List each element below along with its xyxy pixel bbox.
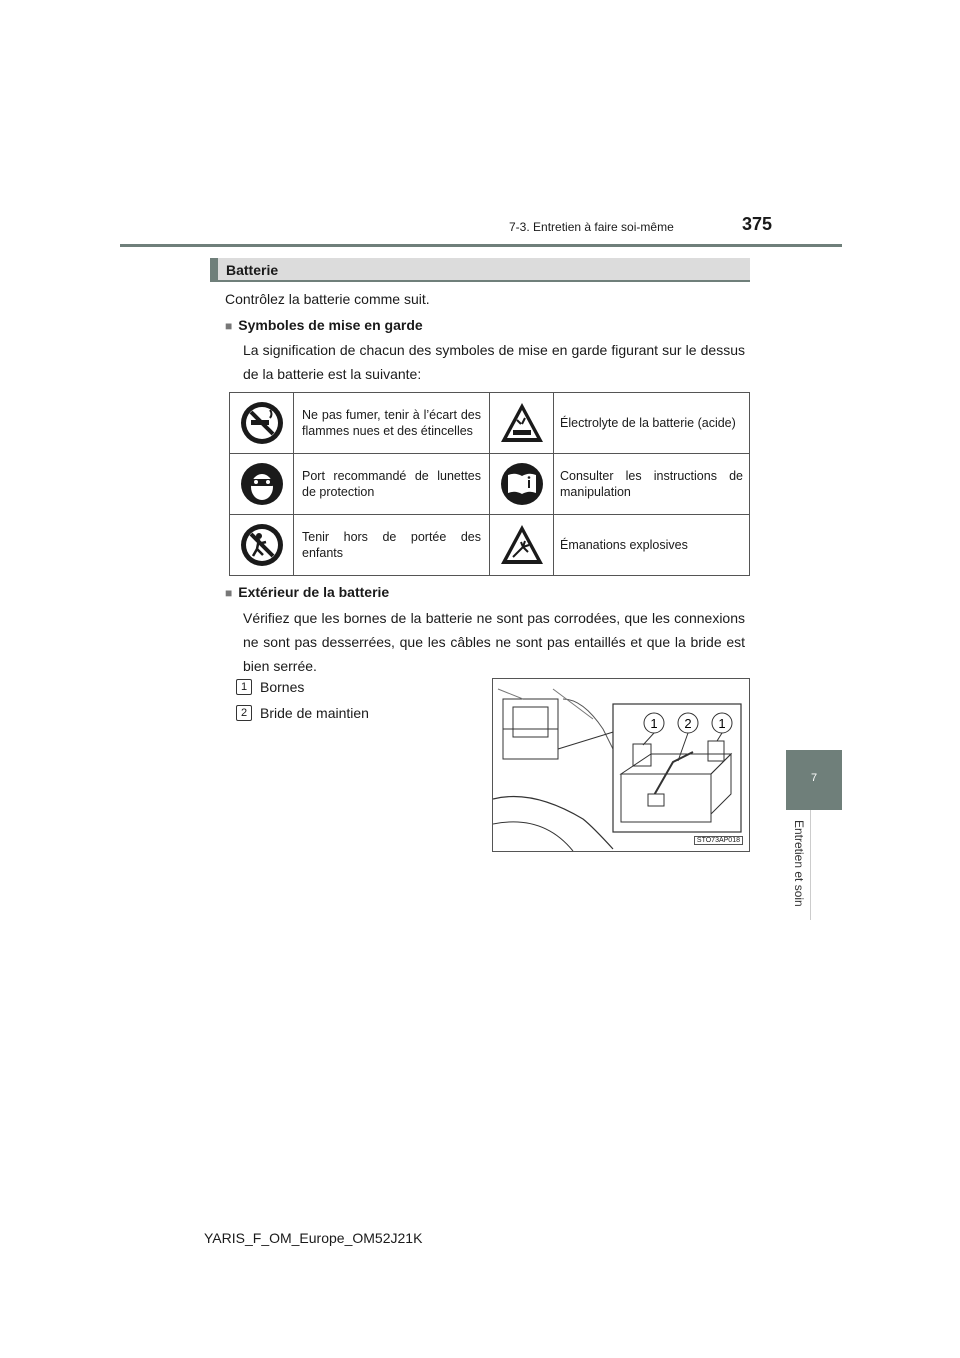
symbol-icon-cell (230, 393, 294, 454)
goggles-icon (239, 461, 285, 507)
no-children-icon (239, 522, 285, 568)
side-divider (810, 810, 811, 920)
table-row (230, 454, 750, 515)
battery-illustration (492, 678, 750, 852)
figure-marker: 1 (718, 716, 726, 731)
symbols-heading-text: Symboles de mise en garde (238, 317, 423, 333)
callout-label: Bride de maintien (260, 705, 369, 721)
symbol-text-cell: Consulter les instructions de manipulation (554, 454, 750, 515)
intro-text: Contrôlez la batterie comme suit. (225, 291, 430, 307)
callout-number: 1 (236, 679, 252, 695)
table-row (230, 393, 750, 454)
exterior-heading-text: Extérieur de la batterie (238, 584, 390, 600)
header-divider (120, 244, 842, 247)
section-title: Batterie (210, 258, 750, 282)
figure-marker: 1 (650, 716, 658, 731)
symbols-heading (225, 313, 423, 338)
warning-symbols-table (229, 392, 750, 576)
chapter-tab: 7 (786, 750, 842, 810)
symbol-icon-cell (230, 454, 294, 515)
figure-code: STO73AP018 (694, 836, 743, 845)
footer-code: YARIS_F_OM_Europe_OM52J21K (204, 1230, 423, 1246)
symbol-text-cell: Ne pas fumer, tenir à l’écart des flammes nues et des étincelles (294, 393, 490, 454)
symbol-text-cell: Électrolyte de la batterie (acide) (554, 393, 750, 454)
chapter-tab-label: Entretien et soin (792, 820, 806, 907)
no-smoking-icon (239, 400, 285, 446)
exterior-heading (225, 580, 389, 605)
exterior-text: Vérifiez que les bornes de la batterie ne sont pas corrodées, que les connexions ne sont pas desserrées, que les câbles ne sont pas entaillés et que la bride est bien serrée. (243, 610, 745, 674)
acid-warning-icon (499, 400, 545, 446)
symbol-text-cell: Port recommandé de lunettes de protection (294, 454, 490, 515)
explosive-icon (499, 522, 545, 568)
page-number: 375 (742, 214, 773, 234)
symbol-text-cell: Tenir hors de portée des enfants (294, 515, 490, 576)
figure-marker: 2 (684, 716, 692, 731)
symbol-icon-cell (230, 515, 294, 576)
running-header-section: 7-3. Entretien à faire soi-même (509, 220, 674, 234)
symbol-icon-cell (490, 393, 554, 454)
table-row (230, 515, 750, 576)
manual-icon (499, 461, 545, 507)
symbol-icon-cell (490, 515, 554, 576)
callout-item (236, 705, 369, 721)
battery-engine-bay-drawing (493, 679, 749, 851)
callout-number: 2 (236, 705, 252, 721)
callout-label: Bornes (260, 679, 305, 695)
symbol-text-cell: Émanations explosives (554, 515, 750, 576)
callout-item (236, 679, 304, 695)
symbols-description: La signification de chacun des symboles de mise en garde figurant sur le dessus de la batterie est la suivante: (243, 342, 745, 382)
symbol-icon-cell (490, 454, 554, 515)
